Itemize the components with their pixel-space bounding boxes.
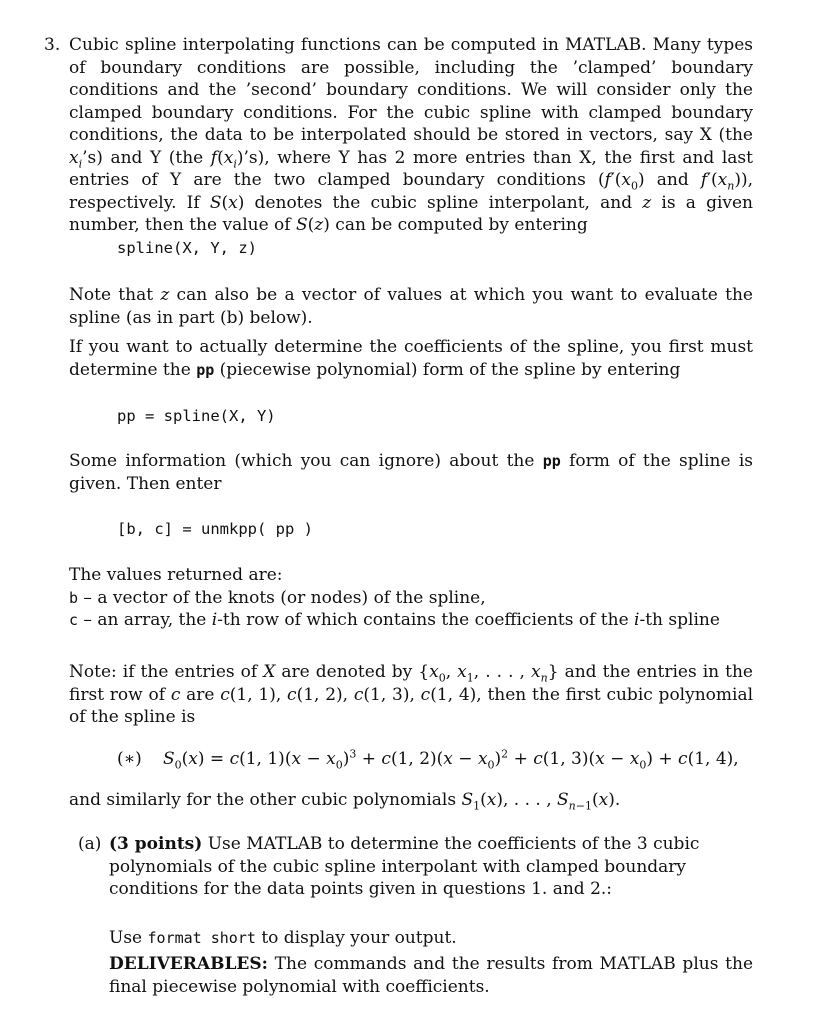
note-entries: Note: if the entries of X are denoted by {$x_0$, $x_1$, . . . , $x_n$} and the entries in the first row of c are c(1, 1), c(1, 2), c(1, 3), c(1, 4), then the first cubic polynomial of the spline is — [69, 662, 754, 727]
similarly-text: and similarly for the other cubic polynomials $S_1(x)$, . . . , $S_{n-1}(x)$. — [69, 790, 621, 813]
part-a-body: Use MATLAB to determine the coefficients of the 3 cubic polynomials of the cubic spline interpolant with clamped boundary conditions for the data points given in questions 1. and 2.: — [109, 834, 700, 899]
deliverables-text: The commands and the results from MATLAB plus the final piecewise polynomial with coefficients. — [109, 954, 754, 997]
code-unmkpp: [b, c] = unmkpp( pp ) — [117, 520, 313, 538]
returned-item-c: c – an array, the i-th row of which contains the coefficients of the i-th spline — [69, 610, 720, 630]
pp-intro: If you want to actually determine the coefficients of the spline, you first must determine the pp (piecewise polynomial) form of the spline by entering — [69, 337, 753, 380]
returned-item-b: b – a vector of the knots (or nodes) of the spline, — [69, 588, 486, 608]
format-short-code: format short — [147, 929, 256, 947]
part-a-points: (3 points) — [109, 834, 203, 854]
problem-intro: Cubic spline interpolating functions can be computed in MATLAB. Many types of boundary conditions are possible, including the ’clamped’ boundary conditions and the ’second’ boundary conditions. We will consider only the clamped boundary conditions. For the cubic spline with clamped boundary conditions, the data to be interpolated should be stored in vectors, say X (the $x_i’s$) and Y (the $f(x_i)’s$), where Y has 2 more entries than X, the first and last entries of Y are the two clamped boundary conditions ($f'(x_0)$ and $f'(x_n)$), respectively. If S(x) denotes the cubic spline interpolant, and z is a given number, then the value of S(z) can be computed by entering — [69, 35, 753, 235]
values-returned: The values returned are: — [69, 565, 283, 585]
deliverables — [109, 953, 753, 998]
part-a-label: (a) — [78, 834, 102, 854]
code-spline-pp: pp = spline(X, Y) — [117, 407, 276, 425]
equation-s0: $S_0(x) = c(1$, $1)(x - x_0)^3 + c(1$, $2)(x - x_0)^2 + c(1$, $3)(x - x_0) + c(1$, 4), — [163, 747, 739, 772]
note-z-vector: Note that z can also be a vector of values at which you want to evaluate the spline (as in part (b) below). — [69, 285, 753, 328]
deliverables-label: DELIVERABLES: — [109, 954, 268, 974]
code-spline-eval: spline(X, Y, z) — [117, 239, 257, 257]
part-a-text — [109, 833, 753, 901]
some-information: Some information (which you can ignore) about the pp form of the spline is given. Then enter — [69, 451, 753, 494]
equation-tag: (∗) — [117, 749, 142, 769]
problem-number: 3. — [44, 35, 61, 55]
format-instruction: Use format short to display your output. — [109, 928, 457, 948]
